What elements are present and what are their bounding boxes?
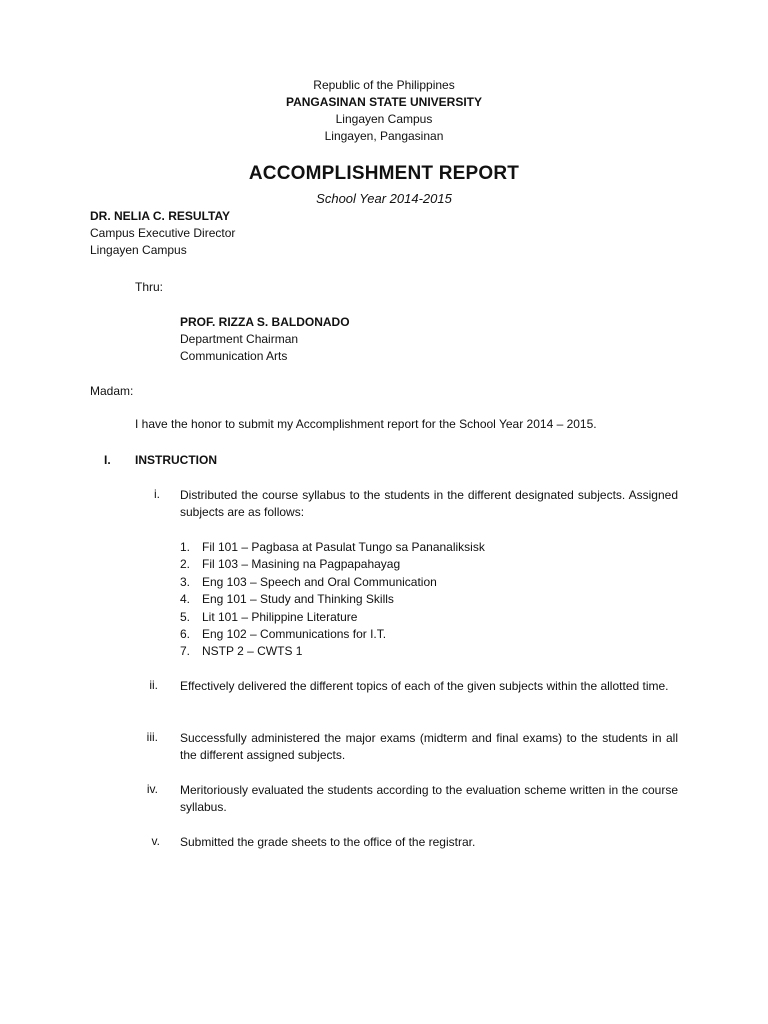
- list-item-number: 7.: [180, 644, 191, 659]
- item-text: Successfully administered the major exams (midterm and final exams) to the students in all the different assigned subjects.: [180, 731, 678, 762]
- thru-block: [180, 314, 350, 365]
- section-number: I.: [104, 453, 111, 467]
- intro-paragraph: I have the honor to submit my Accomplishment report for the School Year 2014 – 2015.: [135, 417, 597, 431]
- list-item: [180, 574, 485, 591]
- salutation: Madam:: [90, 384, 134, 398]
- list-item-number: 2.: [180, 557, 191, 572]
- thru-department: Communication Arts: [180, 349, 288, 363]
- list-item-text: NSTP 2 – CWTS 1: [202, 644, 303, 659]
- list-item-text: Fil 103 – Masining na Pagpapahayag: [202, 557, 401, 572]
- list-item: [180, 556, 485, 573]
- list-item: [180, 539, 485, 556]
- list-item-number: 5.: [180, 609, 191, 624]
- report-title: ACCOMPLISHMENT REPORT: [248, 163, 520, 184]
- item-text: Effectively delivered the different topics of each of the given subjects within the allotted time.: [180, 679, 669, 693]
- letterhead-country: Republic of the Philippines: [313, 78, 455, 92]
- list-item-number: 3.: [180, 574, 191, 589]
- letterhead: [0, 77, 768, 145]
- addressee-campus: Lingayen Campus: [90, 243, 187, 257]
- list-item: [180, 609, 485, 626]
- report-subtitle: School Year 2014-2015: [316, 191, 452, 206]
- list-item-number: 4.: [180, 592, 191, 607]
- addressee-position: Campus Executive Director: [90, 226, 236, 240]
- letterhead-university: PANGASINAN STATE UNIVERSITY: [285, 95, 482, 109]
- letterhead-campus: Lingayen Campus: [335, 112, 433, 126]
- item-number: v.: [151, 834, 160, 848]
- section-title: INSTRUCTION: [135, 453, 217, 467]
- item-number: ii.: [149, 678, 158, 692]
- letterhead-location: Lingayen, Pangasinan: [324, 129, 444, 143]
- item-number: i.: [154, 487, 160, 501]
- list-item-text: Eng 102 – Communications for I.T.: [202, 627, 387, 642]
- list-item-text: Lit 101 – Philippine Literature: [202, 609, 358, 624]
- list-item: [180, 643, 485, 660]
- list-item-number: 1.: [180, 540, 191, 554]
- thru-label: Thru:: [135, 280, 164, 294]
- item-number: iv.: [146, 782, 158, 796]
- list-item-text: Eng 101 – Study and Thinking Skills: [202, 592, 394, 607]
- list-item-text: Eng 103 – Speech and Oral Communication: [202, 574, 437, 589]
- list-item: [180, 591, 485, 608]
- item-text: Meritoriously evaluated the students according to the evaluation scheme written in the course syllabus.: [180, 783, 678, 814]
- item-number: iii.: [146, 730, 158, 744]
- item-text: Submitted the grade sheets to the office of the registrar.: [180, 835, 476, 849]
- item-text: Distributed the course syllabus to the students in the different designated subjects. Assigned subjects are as follows:: [180, 488, 678, 519]
- addressee-name: DR. NELIA C. RESULTAY: [90, 209, 231, 223]
- thru-position: Department Chairman: [180, 332, 299, 346]
- addressee-block: [90, 208, 235, 259]
- thru-name: PROF. RIZZA S. BALDONADO: [180, 315, 350, 329]
- list-item-text: Fil 101 – Pagbasa at Pasulat Tungo sa Pananaliksisk: [202, 540, 485, 554]
- subject-list: [180, 539, 485, 661]
- list-item: [180, 626, 485, 643]
- list-item-number: 6.: [180, 627, 191, 642]
